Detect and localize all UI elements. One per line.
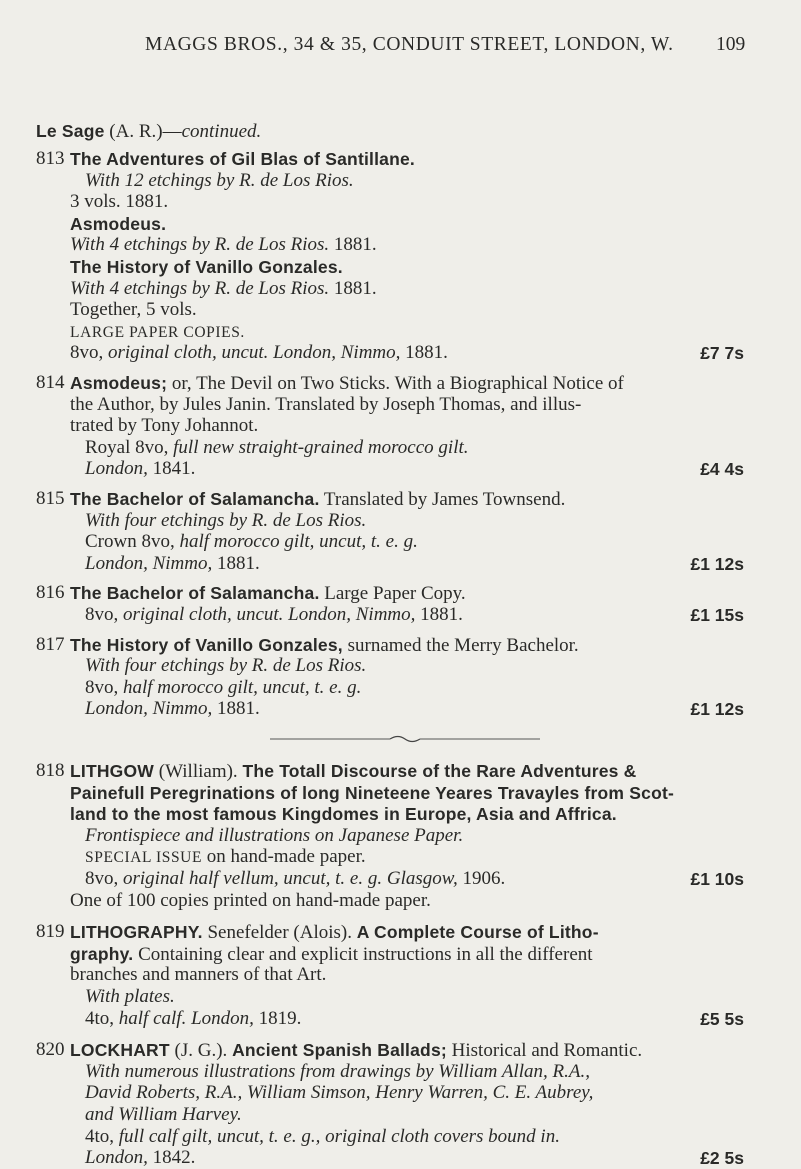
entry-line	[85, 677, 361, 699]
entry-text: 8vo,	[85, 676, 123, 698]
entry-text: original half vellum, uncut, t. e. g. Glasgow,	[123, 868, 458, 889]
entry-text: LARGE PAPER COPIES.	[70, 323, 245, 341]
entry-text: Ancient Spanish Ballads;	[232, 1040, 447, 1061]
entry-text: The Bachelor of Salamancha.	[70, 583, 320, 604]
entry-line	[85, 604, 463, 626]
section-heading	[36, 120, 261, 143]
entry-text: One of 100 copies printed on hand-made paper.	[70, 889, 431, 911]
entry-text: Asmodeus.	[70, 213, 167, 234]
entry-line	[70, 964, 326, 986]
entry-line	[70, 890, 431, 912]
entry-line	[85, 825, 463, 847]
heading-author: Le Sage	[36, 121, 105, 141]
entry-text: half morocco gilt, uncut, t. e. g.	[123, 676, 362, 698]
entry-line	[85, 170, 354, 192]
entry-price: £4 4s	[700, 459, 744, 480]
heading-rest: (A. R.)—	[104, 121, 182, 142]
entry-line	[70, 278, 377, 300]
entry-text: Senefelder (Alois).	[202, 922, 357, 944]
entry-line	[85, 698, 260, 720]
entry-text: full calf gilt, uncut, t. e. g., original cloth covers bound in.	[118, 1125, 560, 1147]
entry-text: London,	[85, 1147, 148, 1169]
entry-text: half calf. London,	[118, 1007, 254, 1029]
entry-line	[70, 256, 343, 279]
entry-text: 1906.	[457, 868, 506, 889]
entry-line	[70, 321, 245, 344]
entry-line	[85, 655, 366, 677]
entry-price: £5 5s	[700, 1008, 744, 1029]
entry-line	[70, 634, 579, 657]
entry-line	[70, 488, 565, 511]
entry-line	[85, 868, 505, 890]
entry-line	[70, 1039, 642, 1062]
entry-number: 813	[36, 148, 65, 169]
entry-text: The History of Vanillo Gonzales,	[70, 634, 343, 655]
entry-text: and William Harvey.	[85, 1104, 242, 1125]
entry-line	[70, 191, 168, 213]
entry-line	[70, 213, 166, 236]
entry-text: Royal 8vo,	[85, 436, 174, 458]
entry-text: (William).	[154, 761, 243, 782]
entry-text: Painefull Peregrinations of long Nineteene Yeares Travayles from Scot-	[70, 782, 675, 803]
entry-text: Large Paper Copy.	[319, 583, 466, 605]
entry-line	[85, 531, 418, 553]
entry-text: Containing clear and explicit instructions in all the different	[133, 943, 593, 965]
entry-price: £1 12s	[690, 553, 744, 574]
entry-text: SPECIAL ISSUE	[85, 849, 203, 867]
header-text: MAGGS BROS., 34 & 35, CONDUIT STREET, LONDON, W.	[145, 34, 674, 55]
entry-text: 8vo,	[85, 604, 123, 625]
entry-line	[70, 148, 415, 171]
entry-line	[70, 803, 617, 826]
entry-line	[85, 1008, 301, 1030]
entry-number: 817	[36, 633, 65, 655]
entry-text: 8vo,	[70, 342, 108, 364]
entry-text: (J. G.).	[169, 1040, 233, 1062]
entry-text: Frontispiece and illustrations on Japanese Paper.	[85, 824, 464, 846]
entry-price: £1 15s	[690, 605, 744, 625]
entry-line	[70, 943, 593, 966]
entry-text: The Bachelor of Salamancha.	[70, 489, 320, 509]
entry-text: 1881.	[329, 234, 377, 256]
entry-text: David Roberts, R.A., William Simson, Henry Warren, C. E. Aubrey,	[85, 1082, 594, 1104]
entry-text: With four etchings by R. de Los Rios.	[85, 509, 367, 531]
entry-text: The History of Vanillo Gonzales.	[70, 257, 343, 277]
entry-line	[85, 846, 366, 869]
entry-text: Historical and Romantic.	[446, 1040, 643, 1062]
entry-text: 8vo,	[85, 868, 123, 889]
entry-price: £2 5s	[700, 1148, 744, 1169]
entry-line	[70, 782, 674, 805]
entry-line	[70, 921, 599, 944]
entry-text: The Adventures of Gil Blas of Santillane.	[70, 149, 415, 169]
entry-text: original cloth, uncut. London, Nimmo,	[108, 342, 401, 364]
entry-text: Translated by James Townsend.	[319, 489, 566, 510]
entry-text: 1881.	[400, 342, 448, 364]
entry-line	[85, 1147, 195, 1169]
entry-text: trated by Tony Johannot.	[70, 415, 259, 437]
entry-number: 816	[36, 582, 65, 604]
entry-line	[70, 342, 448, 364]
entry-line	[85, 437, 469, 459]
entry-text: The Totall Discourse of the Rare Adventures &	[242, 761, 637, 781]
entry-text: 1881.	[415, 604, 463, 625]
entry-line	[70, 394, 581, 416]
entry-text: graphy.	[70, 943, 134, 964]
entry-number: 814	[36, 372, 65, 393]
entry-text: With four etchings by R. de Los Rios.	[85, 655, 367, 677]
entry-text: With numerous illustrations from drawings by William Allan, R.A.,	[85, 1060, 590, 1082]
entry-text: London,	[85, 458, 148, 480]
entry-number: 818	[36, 760, 65, 781]
divider-ornament	[270, 734, 540, 744]
entry-line	[85, 510, 366, 532]
entry-line	[85, 553, 260, 575]
entry-text: the Author, by Jules Janin. Translated by Joseph Thomas, and illus-	[70, 393, 582, 415]
entry-price: £1 10s	[690, 869, 744, 889]
entry-number: 815	[36, 488, 65, 509]
entry-text: With 4 etchings by R. de Los Rios.	[70, 234, 330, 256]
entry-text: branches and manners of that Art.	[70, 964, 327, 986]
entry-text: half morocco gilt, uncut, t. e. g.	[179, 531, 418, 553]
entry-line	[85, 1126, 560, 1148]
entry-text: 1819.	[253, 1007, 302, 1029]
entry-text: LITHOGRAPHY.	[70, 922, 203, 943]
entry-text: London, Nimmo,	[85, 552, 213, 574]
entry-text: 1881.	[212, 698, 260, 720]
page-number: 109	[716, 34, 746, 55]
entry-line	[85, 1104, 242, 1126]
entry-text: With 12 etchings by R. de Los Rios.	[85, 169, 354, 191]
entry-text: land to the most famous Kingdomes in Europe, Asia and Affrica.	[70, 804, 617, 825]
entry-text: 4to,	[85, 1007, 119, 1029]
entry-text: London, Nimmo,	[85, 698, 213, 720]
entry-text: or, The Devil on Two Sticks. With a Biographical Notice of	[167, 373, 624, 394]
entry-text: 1842.	[147, 1147, 196, 1169]
entry-text: surnamed the Merry Bachelor.	[342, 634, 579, 656]
entry-text: 1841.	[147, 458, 196, 480]
entry-text: With plates.	[85, 986, 175, 1007]
heading-continued: continued.	[181, 121, 262, 142]
entry-line	[70, 372, 624, 395]
entry-text: A Complete Course of Litho-	[356, 922, 599, 943]
entry-text: full new straight-grained morocco gilt.	[173, 436, 469, 458]
entry-text: LITHGOW	[70, 761, 155, 781]
entry-line	[70, 234, 377, 256]
entry-text: Together, 5 vols.	[70, 299, 197, 321]
entry-line	[70, 760, 637, 783]
entry-text: original cloth, uncut. London, Nimmo,	[123, 604, 416, 625]
entry-text: Asmodeus;	[70, 373, 168, 393]
entry-line	[85, 458, 195, 480]
entry-text: on hand-made paper.	[202, 846, 366, 868]
entry-text: LOCKHART	[70, 1040, 170, 1061]
entry-text: Crown 8vo,	[85, 531, 180, 553]
entry-line	[70, 299, 197, 321]
entry-line	[85, 1061, 590, 1083]
entry-text: 4to,	[85, 1125, 119, 1147]
entry-text: 3 vols. 1881.	[70, 191, 169, 213]
entry-line	[70, 415, 258, 437]
entry-price: £7 7s	[700, 343, 744, 364]
running-header	[0, 34, 801, 64]
entry-price: £1 12s	[690, 699, 744, 720]
entry-line	[85, 1082, 593, 1104]
entry-text: 1881.	[329, 277, 377, 299]
entry-number: 819	[36, 921, 65, 943]
entry-number: 820	[36, 1039, 65, 1061]
entry-text: With 4 etchings by R. de Los Rios.	[70, 277, 330, 299]
entry-line	[85, 986, 175, 1008]
entry-text: 1881.	[212, 552, 260, 574]
entry-line	[70, 582, 466, 605]
